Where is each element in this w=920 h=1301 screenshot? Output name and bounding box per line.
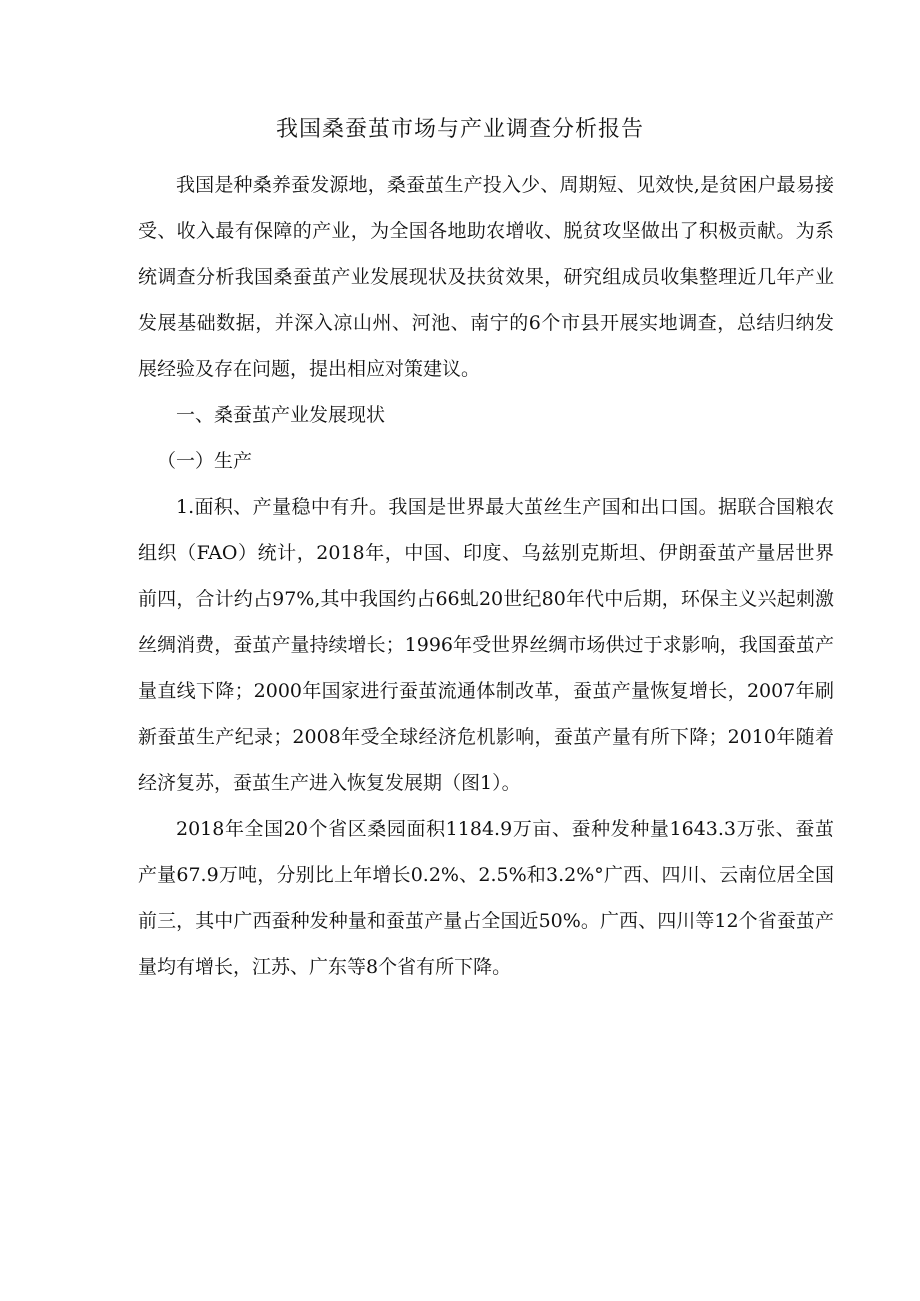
subsection-heading-production: （一）生产 [157,450,253,472]
document-body [138,162,834,990]
document-title: 我国桑蚕茧市场与产业调查分析报告 [275,117,644,142]
paragraph-2018-statistics: 2018年全国20个省区桑园面积1184.9万亩、蚕种发种量1643.3万张、蚕茧产量67.9万吨，分别比上年增长0.2%、2.5%和3.2%°广西、四川、云南位居全国前三，其中广西蚕种发种量和蚕茧产量占全国近50%。广西、四川等12个省蚕茧产量均有增长，江苏、广东等8个省有所下降。 [138,818,834,978]
section-heading-status: 一、桑蚕茧产业发展现状 [176,404,386,426]
intro-paragraph: 我国是种桑养蚕发源地，桑蚕茧生产投入少、周期短、见效快,是贫困户最易接受、收入最有保障的产业，为全国各地助农增收、脱贫攻坚做出了积极贡献。为系统调查分析我国桑蚕茧产业发展现状及扶贫效果，研究组成员收集整理近几年产业发展基础数据，并深入凉山州、河池、南宁的6个市县开展实地调查，总结归纳发展经验及存在问题，提出相应对策建议。 [138,174,834,380]
paragraph-area-output: 1.面积、产量稳中有升。我国是世界最大茧丝生产国和出口国。据联合国粮农组织（FAO）统计，2018年，中国、印度、乌兹别克斯坦、伊朗蚕茧产量居世界前四，合计约占97%,其中我国约占66虬20世纪80年代中后期，环保主义兴起刺激丝绸消费，蚕茧产量持续增长；1996年受世界丝绸市场供过于求影响，我国蚕茧产量直线下降；2000年国家进行蚕茧流通体制改革，蚕茧产量恢复增长，2007年刷新蚕茧生产纪录；2008年受全球经济危机影响，蚕茧产量有所下降；2010年随着经济复苏，蚕茧生产进入恢复发展期（图1）。 [138,496,834,794]
